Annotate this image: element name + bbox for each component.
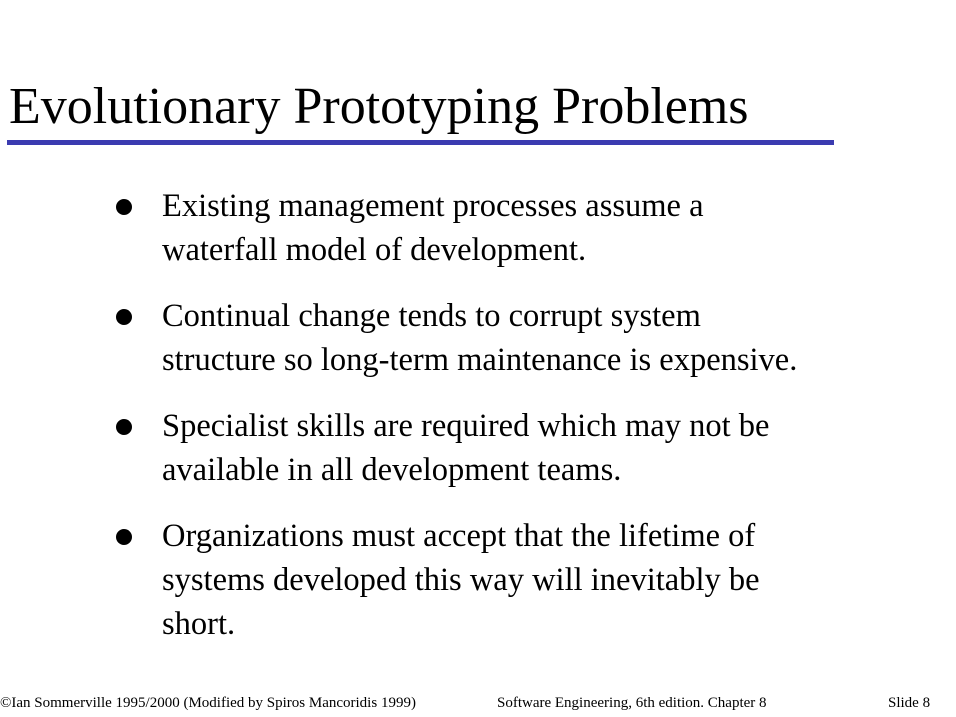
- bullet-item: [112, 294, 912, 382]
- footer-slide-number: Slide 8: [888, 695, 931, 711]
- bullet-text-line: Specialist skills are required which may not be: [162, 408, 770, 444]
- bullet-text-line: short.: [162, 606, 236, 642]
- bullet-item: [112, 514, 912, 646]
- bullet-icon: [116, 419, 132, 435]
- bullet-list: [112, 184, 912, 668]
- bullet-text-line: Continual change tends to corrupt system: [162, 298, 701, 334]
- bullet-icon: [116, 529, 132, 545]
- bullet-text-line: available in all development teams.: [162, 452, 622, 488]
- bullet-text-line: waterfall model of development.: [162, 232, 587, 268]
- bullet-item: [112, 404, 912, 492]
- bullet-text-line: structure so long-term maintenance is expensive.: [162, 342, 798, 378]
- slide-footer: [0, 693, 956, 713]
- slide-title: Evolutionary Prototyping Problems: [9, 78, 749, 135]
- bullet-item: [112, 184, 912, 272]
- bullet-icon: [116, 309, 132, 325]
- footer-book-reference: Software Engineering, 6th edition. Chapter 8: [497, 695, 767, 711]
- footer-copyright: ©Ian Sommerville 1995/2000 (Modified by Spiros Mancoridis 1999): [0, 695, 416, 711]
- bullet-icon: [116, 199, 132, 215]
- bullet-text-line: Organizations must accept that the lifetime of: [162, 518, 756, 554]
- title-underline: [7, 140, 834, 145]
- bullet-text-line: Existing management processes assume a: [162, 188, 704, 224]
- bullet-text-line: systems developed this way will inevitably be: [162, 562, 760, 598]
